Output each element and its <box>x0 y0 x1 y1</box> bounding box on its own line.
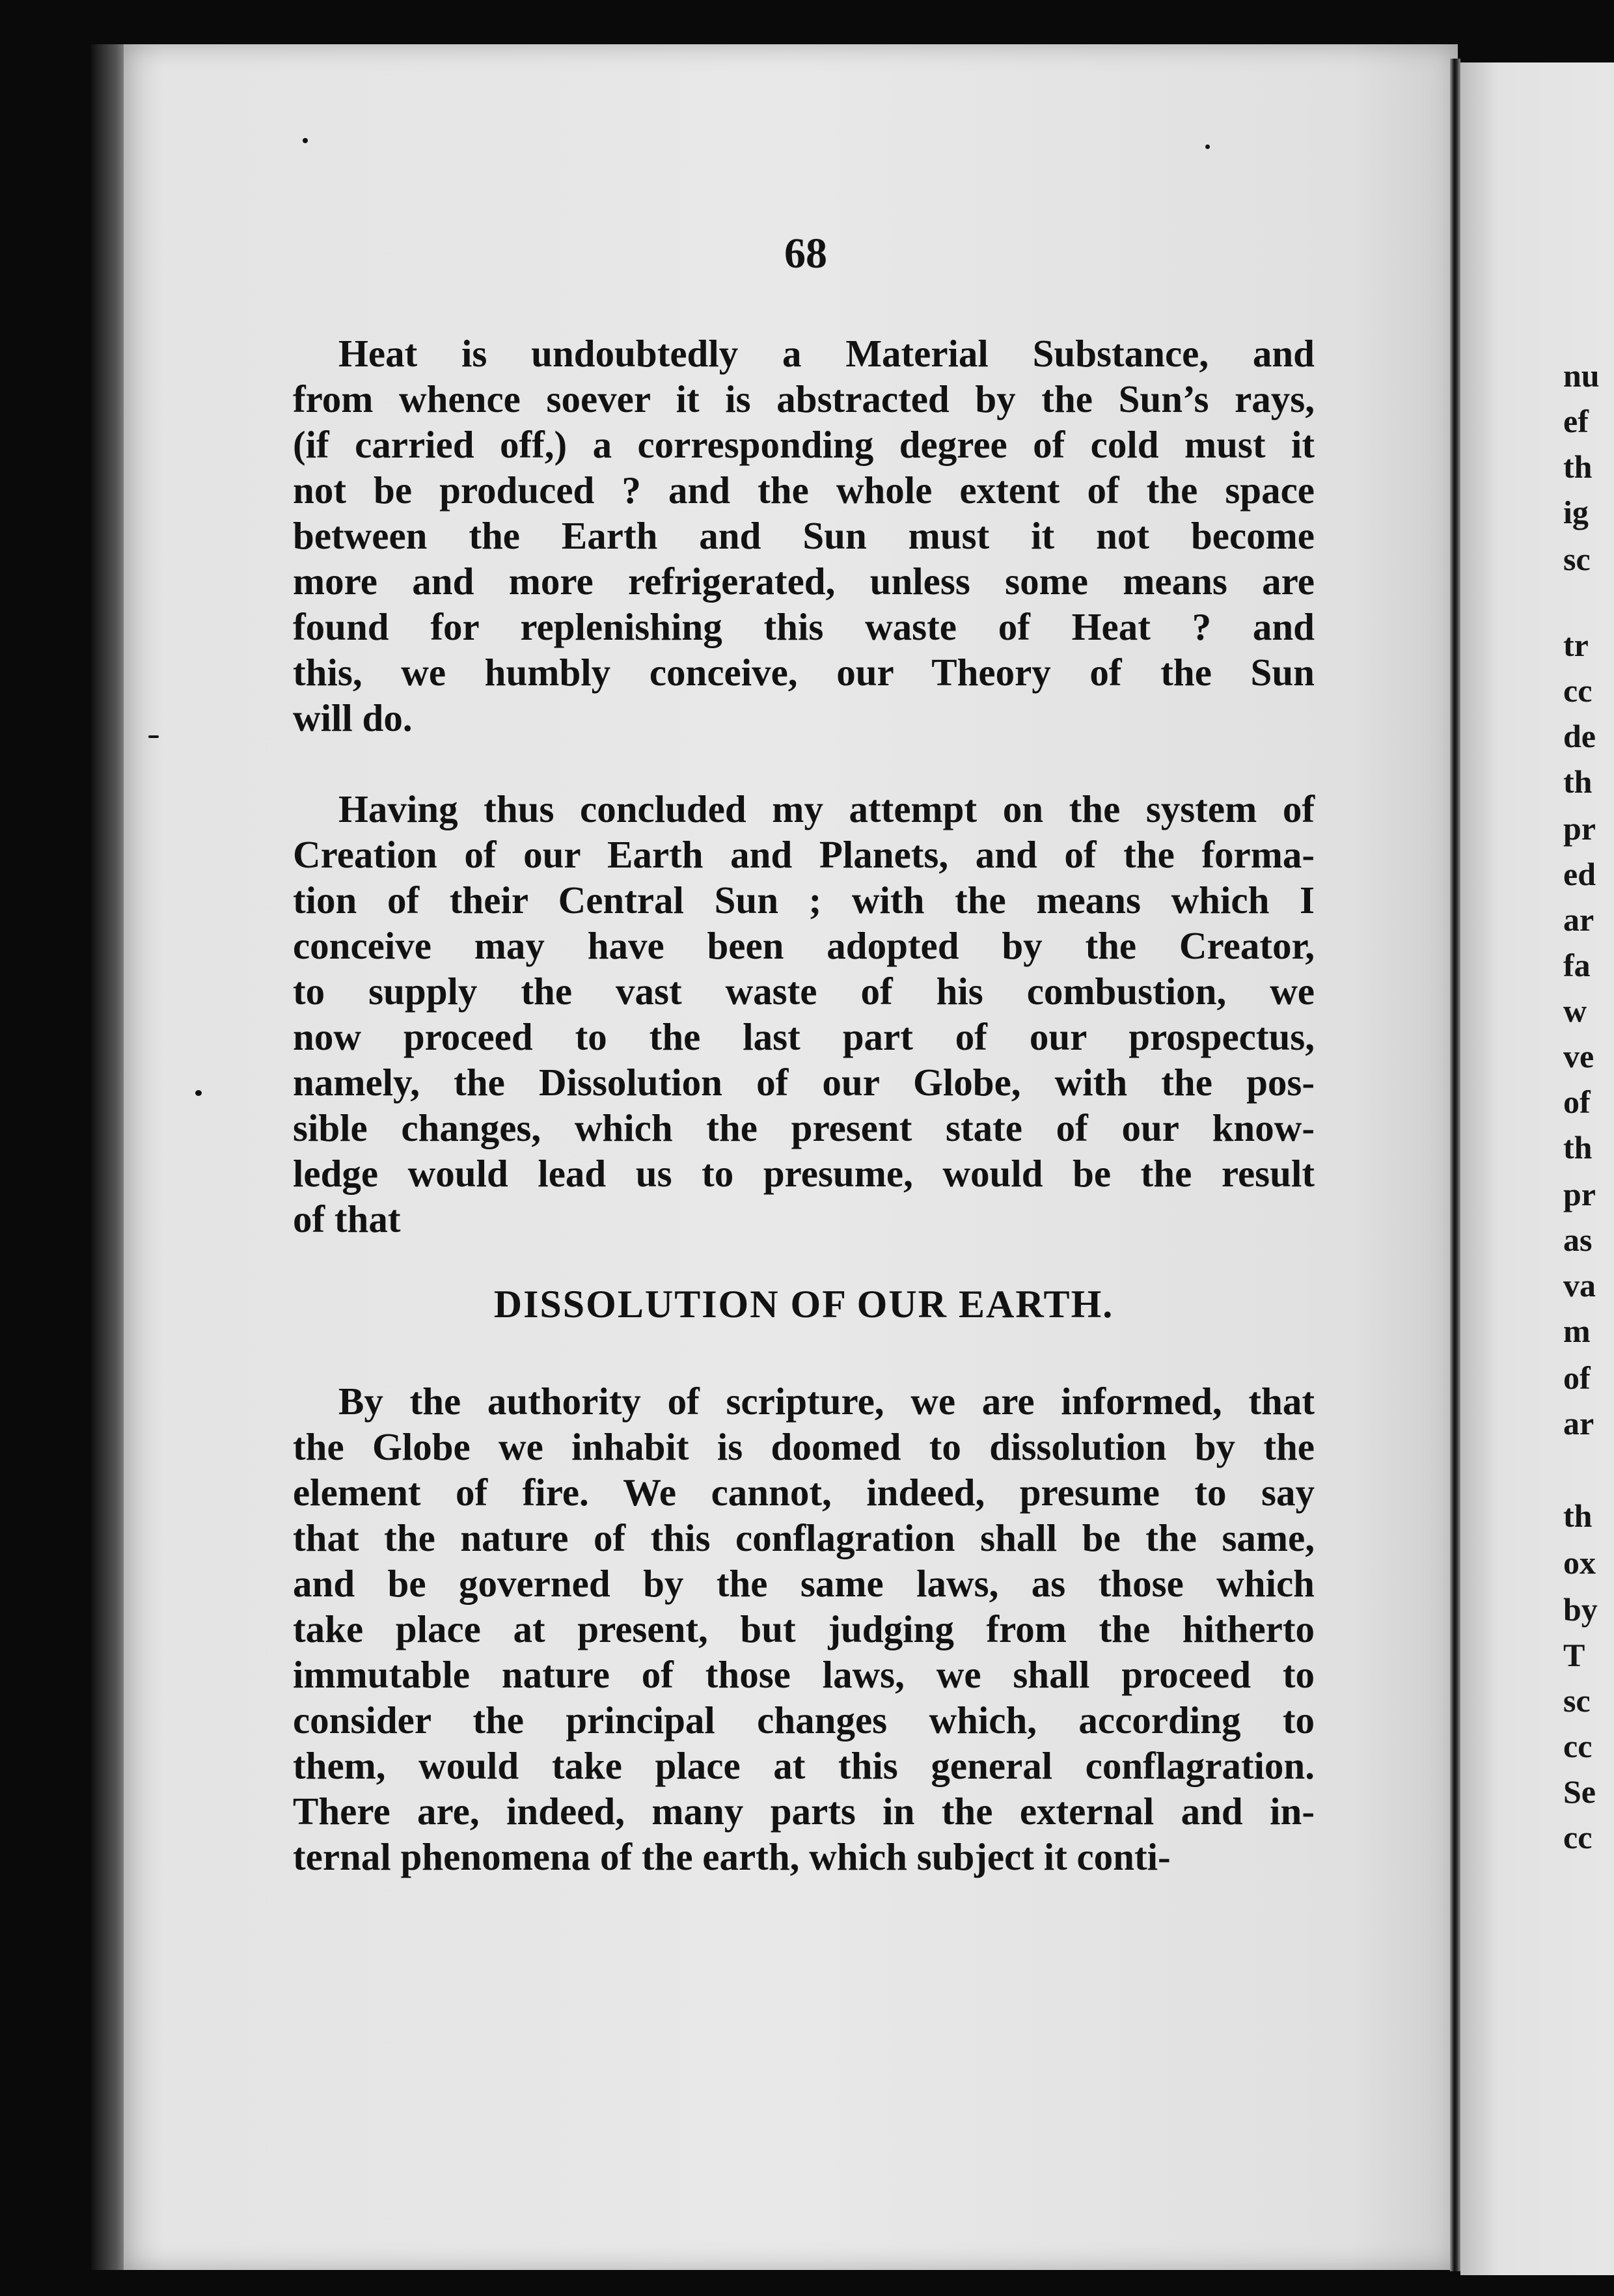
paragraph-dissolution <box>293 1378 1315 1879</box>
paragraph-conclusion <box>293 786 1315 1242</box>
text-line: element of fire. We cannot, indeed, presume to say <box>293 1471 1315 1514</box>
text-line: immutable nature of those laws, we shall proceed to <box>293 1653 1315 1696</box>
text-line: Creation of our Earth and Planets, and of the forma- <box>293 833 1315 876</box>
facing-page-fragment: cc <box>1563 1819 1593 1855</box>
facing-page-fragment: th <box>1563 448 1593 485</box>
facing-page-fragment: T <box>1563 1637 1585 1673</box>
facing-page-fragment: cc <box>1563 672 1593 709</box>
text-line: now proceed to the last part of our prospectus, <box>293 1015 1315 1058</box>
facing-page-fragment: w <box>1563 992 1587 1029</box>
facing-page-fragment: tr <box>1563 627 1589 663</box>
facing-page-fragment: ox <box>1563 1544 1596 1581</box>
page-number: 68 <box>784 230 827 277</box>
text-line: consider the principal changes which, according to <box>293 1699 1315 1742</box>
facing-page-fragment: ig <box>1563 494 1589 530</box>
text-line: take place at present, but judging from the hitherto <box>293 1607 1315 1650</box>
paragraph-heat <box>293 331 1315 741</box>
text-line: more and more refrigerated, unless some means are <box>293 560 1315 603</box>
text-line: to supply the vast waste of his combustion, we <box>293 970 1315 1013</box>
text-line: (if carried off,) a corresponding degree of cold must it <box>293 423 1315 466</box>
facing-page-fragment: th <box>1563 763 1593 800</box>
text-line: between the Earth and Sun must it not become <box>293 514 1315 557</box>
text-line: ternal phenomena of the earth, which subject it conti- <box>293 1835 1171 1878</box>
facing-page-fragment: pr <box>1563 810 1596 847</box>
facing-page-fragment: ef <box>1563 403 1589 439</box>
facing-page-fragment: va <box>1563 1267 1596 1304</box>
text-line: that the nature of this conflagration shall be the same, <box>293 1516 1315 1559</box>
text-line: sible changes, which the present state of our know- <box>293 1106 1315 1149</box>
text-line: There are, indeed, many parts in the external and in- <box>293 1790 1315 1833</box>
facing-page-fragment: sc <box>1563 1682 1591 1719</box>
facing-page-fragment: of <box>1563 1084 1591 1120</box>
facing-page-fragment: of <box>1563 1360 1591 1396</box>
dust-speck <box>303 138 308 143</box>
text-line: By the authority of scripture, we are informed, that <box>338 1380 1315 1423</box>
text-line: Having thus concluded my attempt on the system of <box>338 787 1315 830</box>
facing-page-fragment: pr <box>1563 1176 1596 1212</box>
facing-page-fragment: as <box>1563 1222 1593 1258</box>
facing-page-edge <box>1460 62 1614 2275</box>
dust-speck <box>1205 144 1210 149</box>
facing-page-fragment: by <box>1563 1591 1598 1628</box>
text-line: ledge would lead us to presume, would be the result <box>293 1152 1315 1195</box>
facing-page-fragment: Se <box>1563 1773 1596 1810</box>
page-gutter <box>1450 59 1460 2271</box>
facing-page-fragment: de <box>1563 718 1596 754</box>
text-line: the Globe we inhabit is doomed to dissolution by the <box>293 1425 1315 1468</box>
facing-page-fragment: ar <box>1563 901 1594 938</box>
facing-page-fragment: cc <box>1563 1728 1593 1764</box>
facing-page-fragment: sc <box>1563 541 1591 577</box>
text-line: Heat is undoubtedly a Material Substance, and <box>338 332 1315 375</box>
text-line: namely, the Dissolution of our Globe, with the pos- <box>293 1061 1315 1104</box>
facing-page-fragment: m <box>1563 1313 1591 1349</box>
facing-page-fragment: ve <box>1563 1038 1594 1074</box>
text-line: found for replenishing this waste of Heat ? and <box>293 605 1315 648</box>
text-line: of that <box>293 1197 401 1240</box>
text-line: and be governed by the same laws, as those which <box>293 1562 1315 1605</box>
facing-page-fragment: th <box>1563 1497 1593 1534</box>
text-line: will do. <box>293 696 413 739</box>
facing-page-fragment: nu <box>1563 357 1600 394</box>
text-line: this, we humbly conceive, our Theory of the Sun <box>293 651 1315 694</box>
facing-page-fragment: fa <box>1563 947 1591 983</box>
dust-speck <box>148 735 159 738</box>
text-line: not be produced ? and the whole extent of the space <box>293 469 1315 512</box>
facing-page-fragment: th <box>1563 1129 1593 1166</box>
section-heading: DISSOLUTION OF OUR EARTH. <box>493 1283 1114 1326</box>
facing-page-fragment: ed <box>1563 856 1596 892</box>
dust-speck <box>195 1090 202 1096</box>
facing-page-fragment: ar <box>1563 1405 1594 1442</box>
text-line: them, would take place at this general conflagration. <box>293 1744 1315 1787</box>
text-line: tion of their Central Sun ; with the means which I <box>293 879 1315 922</box>
text-line: conceive may have been adopted by the Creator, <box>293 924 1315 967</box>
text-line: from whence soever it is abstracted by the Sun’s rays, <box>293 377 1315 420</box>
